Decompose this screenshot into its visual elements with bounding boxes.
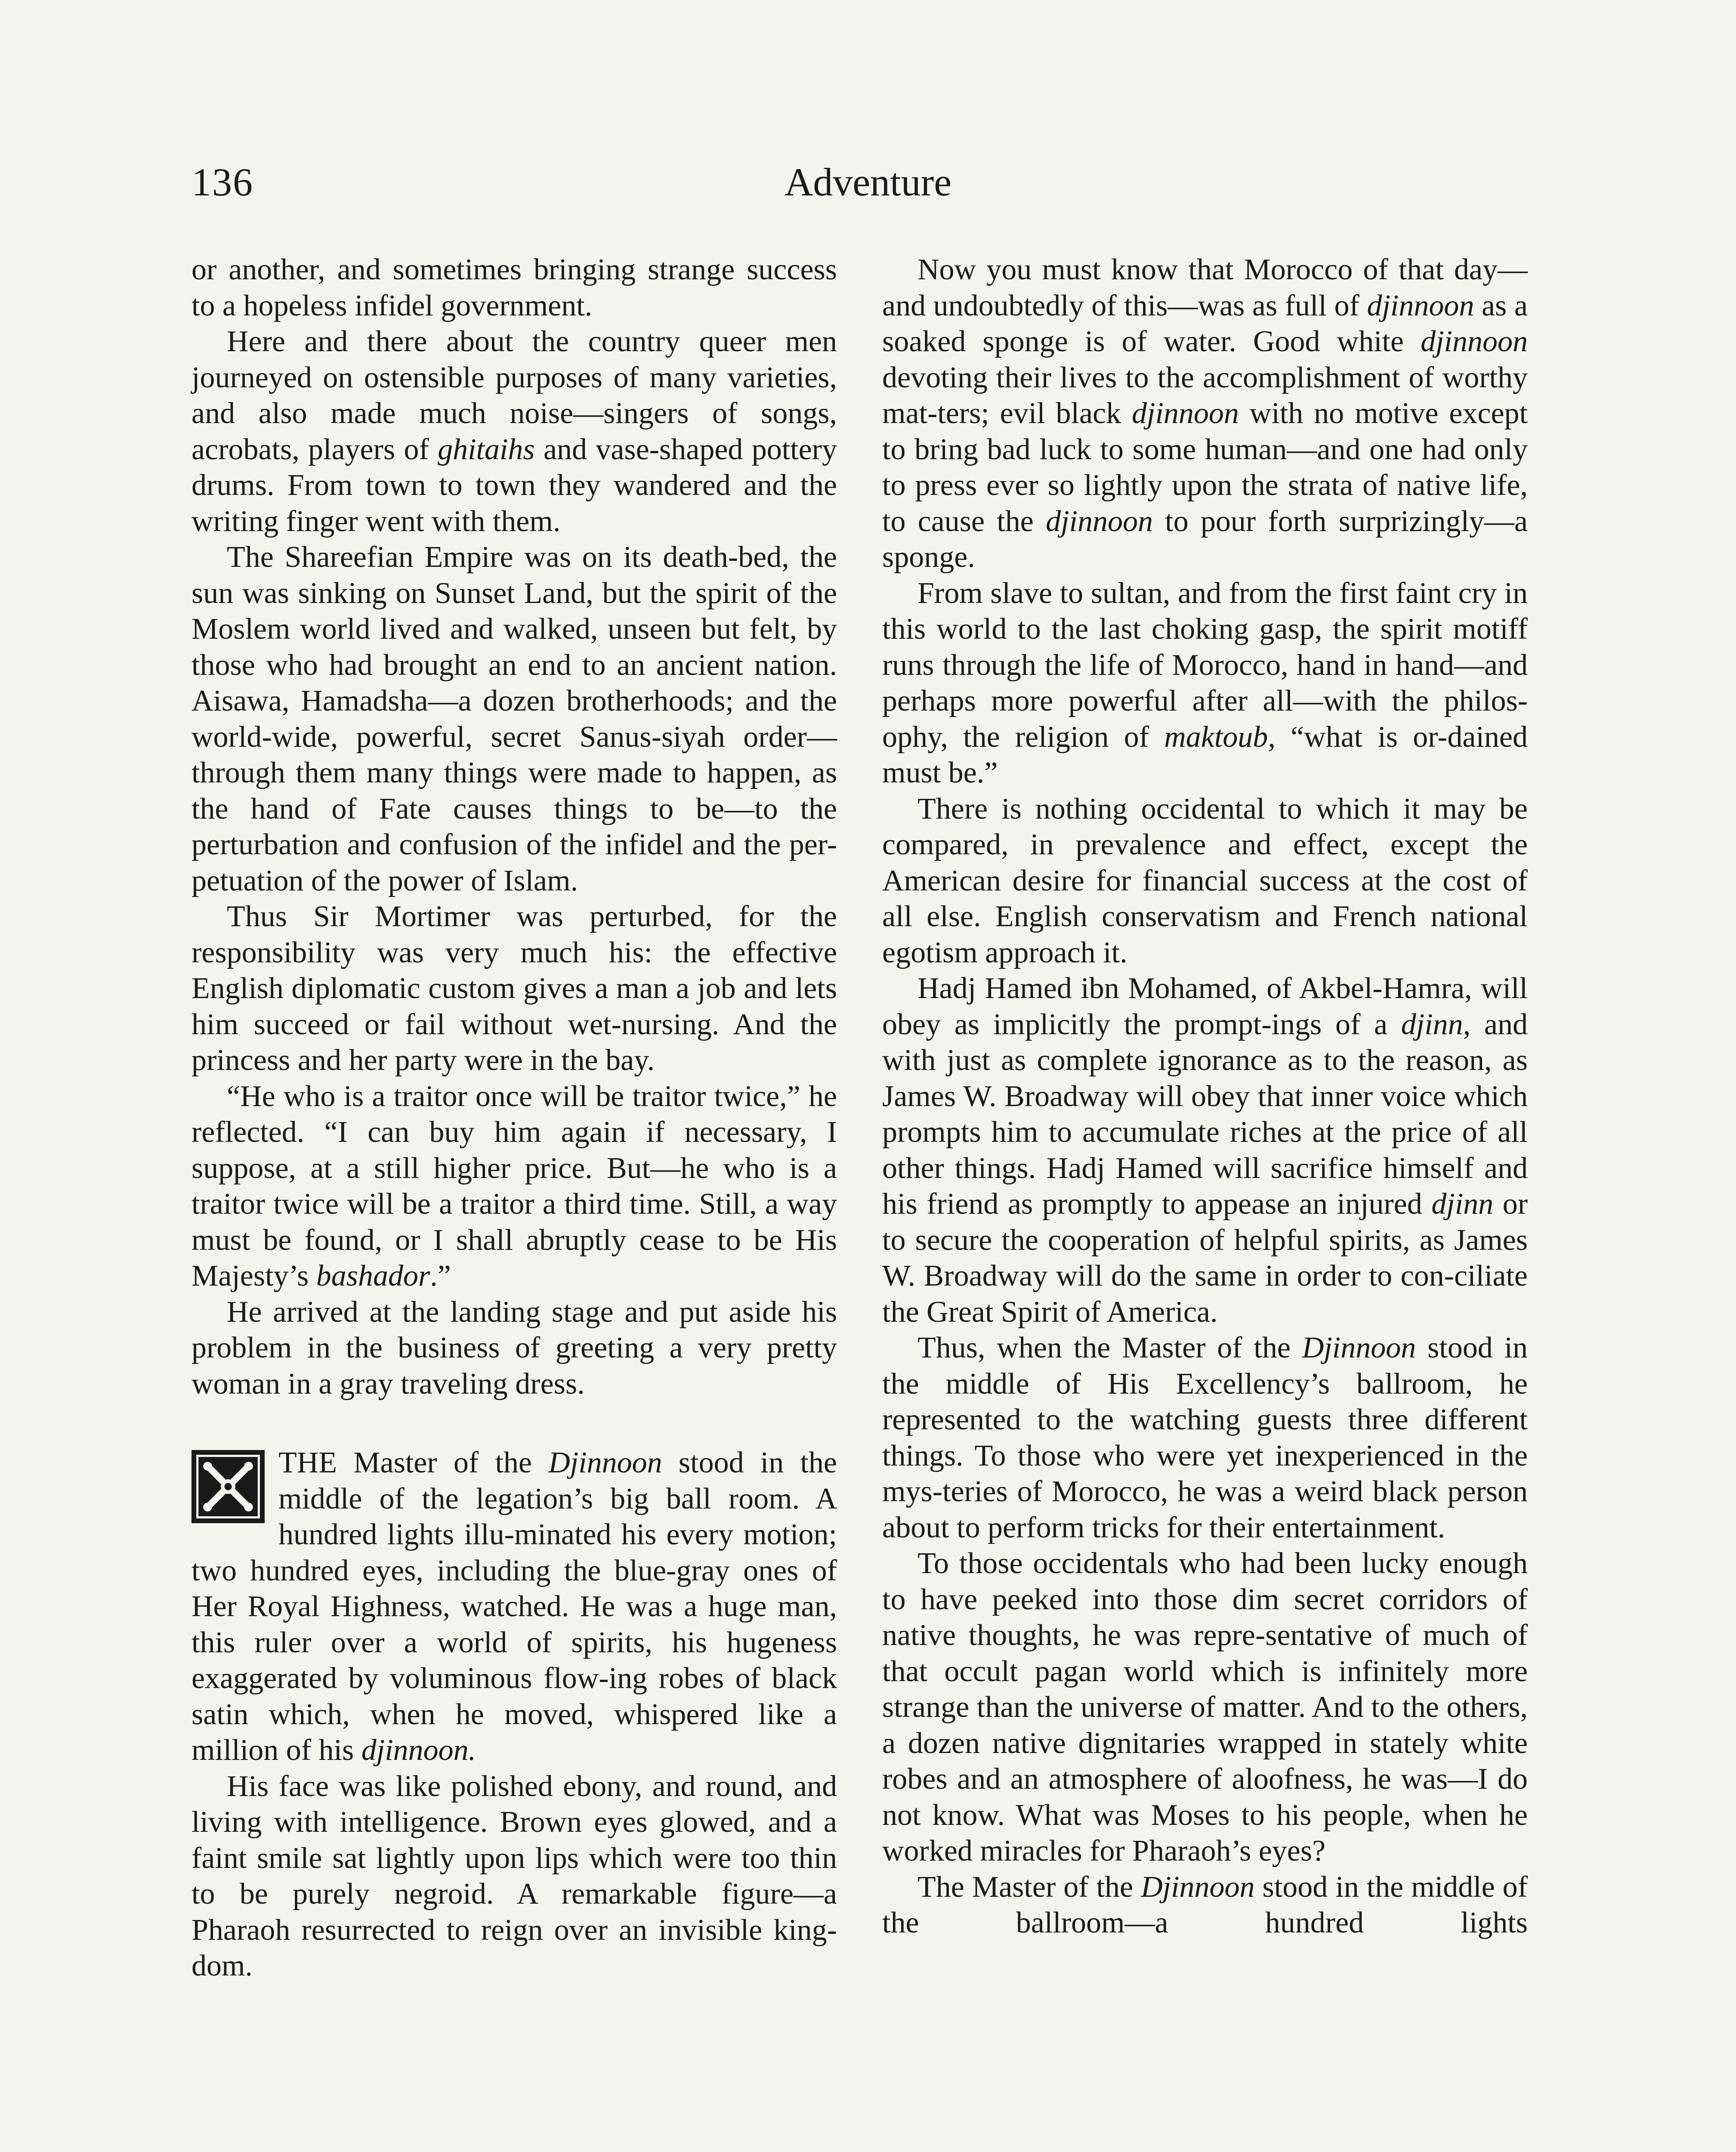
paragraph: The Master of the Djinnoon stood in the middle of the ballroom—a hundred lights [882,1870,1528,1939]
section-break [192,1402,837,1445]
paragraph: Thus, when the Master of the Djinnoon stood in the middle of His Excellency’s ballroom, he represented to the watching guests three different things. To those who were yet inexperienced in the mys-teries of Morocco, he was a weird black person about to perform tricks for their entertainment. [882,1331,1528,1544]
right-column [882,252,1528,1941]
paragraph: The Shareefian Empire was on its death-bed, the sun was sinking on Sunset Land, but the spirit of the Moslem world lived and walked, unseen but felt, by those who had brought an end to an ancient nation. Aisawa, Hamadsha—a dozen brotherhoods; and the world-wide, powerful, secret Sanus-siyah order—through them many things were made to happen, as the hand of Fate causes things to be—to the perturbation and confusion of the infidel and the per-petuation of the power of Islam. [192,541,837,897]
page-number: 136 [192,160,253,204]
paragraph: Here and there about the country queer men journeyed on ostensible purposes of many varieties, and also made much noise—singers of songs, acrobats, players of ghitaihs and vase-shaped pottery drums. From town to town they wandered and the writing finger went with them. [192,325,837,538]
paragraph: His face was like polished ebony, and round, and living with intelligence. Brown eyes glowed, and a faint smile sat lightly upon lips which were too thin to be purely negroid. A remarkable figure—a Pharaoh resurrected to reign over an invisible king-dom. [192,1769,837,1982]
paragraph: He arrived at the landing stage and put aside his problem in the business of greeting a very pretty woman in a gray traveling dress. [192,1295,837,1401]
paragraph: Hadj Hamed ibn Mohamed, of Akbel-Hamra, will obey as implicitly the prompt-ings of a djinn, and with just as complete ignorance as to the reason, as James W. Broadway will obey that inner voice which prompts him to accumulate riches at the price of all other things. Hadj Hamed will sacrifice himself and his friend as promptly to appease an injured djinn or to secure the cooperation of helpful spirits, as James W. Broadway will do the same in order to con-ciliate the Great Spirit of America. [882,972,1528,1329]
running-head: Adventure [784,160,952,204]
paragraph: From slave to sultan, and from the first faint cry in this world to the last choking gasp, the spirit motiff runs through the life of Morocco, hand in hand—and perhaps more powerful after all—with the philos-ophy, the religion of maktoub, “what is or-dained must be.” [882,576,1528,789]
paragraph: Thus Sir Mortimer was perturbed, for the responsibility was very much his: the effective English diplomatic custom gives a man a job and lets him succeed or fail without wet-nursing. And the princess and her party were in the bay. [192,900,837,1077]
paragraph-dropcap: THE Master of the Djinnoon stood in the middle of the legation’s big ball room. A hundred lights illu-minated his every motion; two hundred eyes, including the blue-gray ones of Her Royal Highness, watched. He was a huge man, this ruler over a world of spirits, his hugeness exaggerated by voluminous flow-ing robes of black satin which, when he moved, whispered like a million of his djinnoon. [192,1446,837,1767]
ornamental-initial-icon [192,1450,265,1523]
paragraph: Now you must know that Morocco of that day—and undoubtedly of this—was as full of djinnoon as a soaked sponge is of water. Good white djinnoon devoting their lives to the accomplishment of worthy mat-ters; evil black djinnoon with no motive except to bring bad luck to some human—and one had only to press ever so lightly upon the strata of native life, to cause the djinnoon to pour forth surprizingly—a sponge. [882,253,1528,574]
paragraph: There is nothing occidental to which it may be compared, in prevalence and effect, except the American desire for financial success at the cost of all else. English conservatism and French national egotism approach it. [882,792,1528,969]
paragraph: or another, and sometimes bringing strange success to a hopeless infidel government. [192,253,837,322]
paragraph: To those occidentals who had been lucky enough to have peeked into those dim secret corridors of native thoughts, he was repre-sentative of much of that occult pagan world which is infinitely more strange than the universe of matter. And to the others, a dozen native dignitaries wrapped in stately white robes and an atmosphere of aloofness, he was—I do not know. What was Moses to his people, when he worked miracles for Pharaoh’s eyes? [882,1547,1528,1868]
left-column [192,252,837,1984]
paragraph: “He who is a traitor once will be traitor twice,” he reflected. “I can buy him again if necessary, I suppose, at a still higher price. But—he who is a traitor twice will be a traitor a third time. Still, a way must be found, or I shall abruptly cease to be His Majesty’s bashador.” [192,1079,837,1292]
